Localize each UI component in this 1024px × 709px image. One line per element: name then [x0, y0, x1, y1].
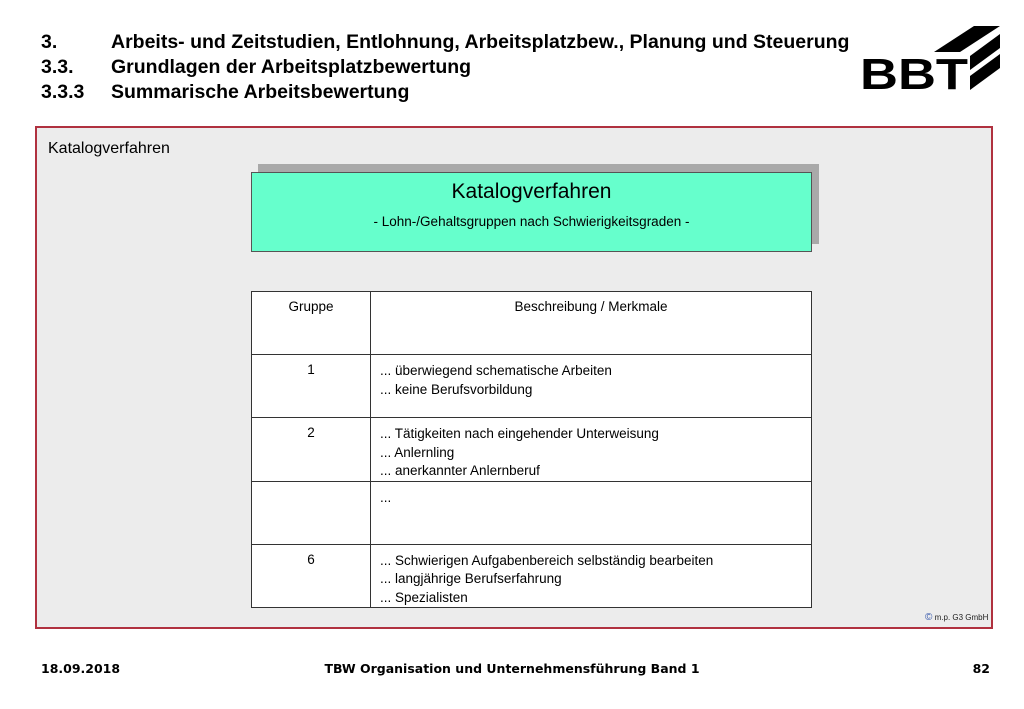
catalog-table [251, 291, 812, 608]
title-main: Katalogverfahren [451, 180, 612, 203]
heading-text: Grundlagen der Arbeitsplatzbewertung [111, 56, 472, 78]
description-line: ... langjährige Berufserfahrung [380, 571, 562, 586]
column-header-group: Gruppe [252, 292, 371, 355]
group-cell [252, 481, 371, 544]
description-line: ... [380, 489, 392, 505]
heading-text: Summarische Arbeitsbewertung [111, 81, 410, 103]
table-row [252, 355, 812, 418]
heading-line-1 [41, 30, 849, 55]
description-line: ... Schwierigen Aufgabenbereich selbständig bearbeiten [380, 552, 714, 568]
heading-number: 3.3.3 [41, 81, 85, 103]
heading-line-3 [41, 80, 849, 105]
group-cell: 1 [252, 355, 371, 418]
description-line: ... Tätigkeiten nach eingehender Unterweisung [380, 426, 659, 441]
group-cell: 6 [252, 544, 371, 608]
description-line: ... keine Berufsvorbildung [380, 381, 533, 397]
table-row [252, 418, 812, 482]
description-cell [371, 544, 812, 608]
table-row [252, 481, 812, 544]
heading-number: 3. [41, 31, 58, 53]
description-line: ... Anlernling [380, 444, 455, 460]
copyright-note [925, 612, 988, 623]
copyright-icon: © [925, 612, 933, 623]
bbt-logo [858, 22, 1004, 108]
slide-heading [41, 30, 849, 105]
description-cell [371, 355, 812, 418]
table-row [252, 544, 812, 608]
description-cell [371, 481, 812, 544]
logo-text: BBT [860, 50, 969, 99]
description-line: ... überwiegend schematische Arbeiten [380, 363, 612, 378]
footer-page-number: 82 [972, 661, 990, 676]
description-cell [371, 418, 812, 482]
heading-line-2 [41, 55, 849, 80]
heading-text: Arbeits- und Zeitstudien, Entlohnung, Arbeitsplatzbew., Planung und Steuerung [111, 31, 850, 53]
heading-number: 3.3. [41, 56, 74, 78]
description-line: ... anerkannter Anlernberuf [380, 463, 540, 478]
copyright-text: m.p. G3 GmbH [934, 613, 989, 622]
title-subtitle: - Lohn-/Gehaltsgruppen nach Schwierigkeitsgraden - [373, 214, 690, 229]
column-header-description: Beschreibung / Merkmale [371, 292, 812, 355]
description-line: ... Spezialisten [380, 589, 468, 605]
footer-date: 18.09.2018 [41, 661, 121, 676]
table-header-row [252, 292, 812, 355]
group-cell: 2 [252, 418, 371, 482]
frame-label: Katalogverfahren [48, 140, 170, 157]
title-box [251, 172, 812, 252]
footer-title: TBW Organisation und Unternehmensführung Band 1 [324, 661, 700, 676]
